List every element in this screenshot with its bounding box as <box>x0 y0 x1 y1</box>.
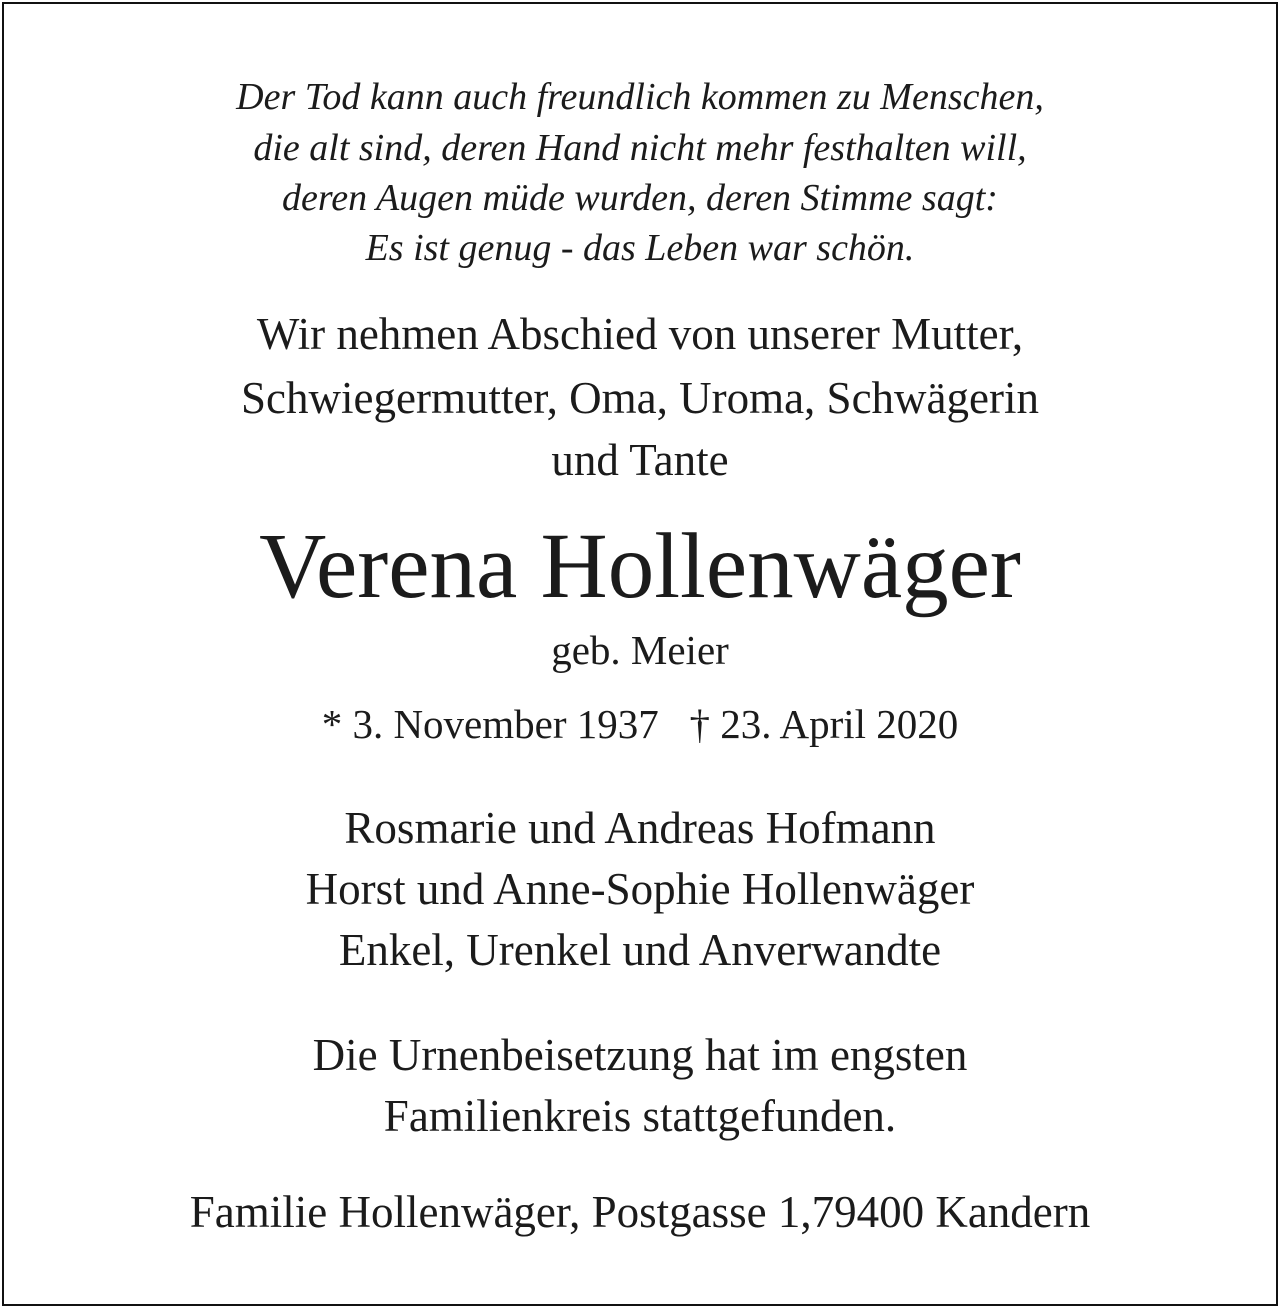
deceased-name: Verena Hollenwäger <box>259 515 1021 618</box>
life-dates: * 3. November 1937 † 23. April 2020 <box>321 701 959 747</box>
mourner-line: Horst und Anne-Sophie Hollenwäger <box>305 864 975 914</box>
birth-name: geb. Meier <box>551 627 729 673</box>
notice-line: Familienkreis stattgefunden. <box>383 1091 897 1141</box>
mourner-line: Rosmarie und Andreas Hofmann <box>344 803 936 853</box>
poem-line: deren Augen müde wurden, deren Stimme sagt: <box>282 177 998 219</box>
family-address: Familie Hollenwäger, Postgasse 1,79400 Kandern <box>189 1187 1091 1237</box>
farewell-line: Wir nehmen Abschied von unserer Mutter, <box>256 309 1024 359</box>
notice-line: Die Urnenbeisetzung hat im engsten <box>312 1030 968 1080</box>
poem-line: Es ist genug - das Leben war schön. <box>365 227 915 269</box>
poem-line: die alt sind, deren Hand nicht mehr festhalten will, <box>253 127 1027 169</box>
farewell-line: Schwiegermutter, Oma, Uroma, Schwägerin <box>241 373 1039 423</box>
poem-line: Der Tod kann auch freundlich kommen zu Menschen, <box>236 76 1044 118</box>
farewell-line: und Tante <box>551 435 729 485</box>
mourner-line: Enkel, Urenkel und Anverwandte <box>338 925 942 975</box>
